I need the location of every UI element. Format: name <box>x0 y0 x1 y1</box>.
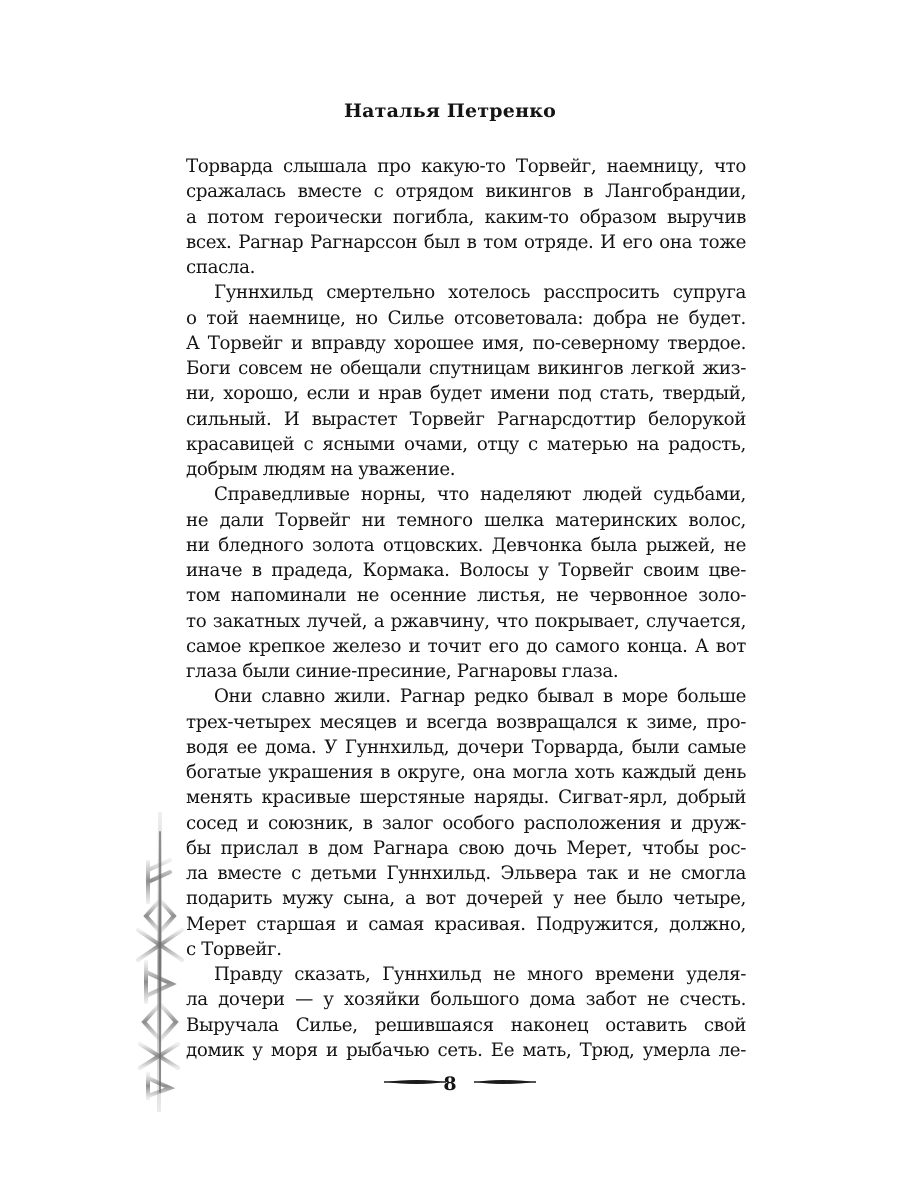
text-line: спасла. <box>186 257 256 278</box>
page-number: 8 <box>443 1073 457 1095</box>
text-line: Справедливые норны, что наделяют людей судьбами, <box>214 484 746 506</box>
body-text <box>186 154 746 1063</box>
text-line: том напоминали не осенние листья, не червонное золо- <box>186 585 746 607</box>
text-line: добрым людям на уважение. <box>186 459 456 480</box>
text-line: иначе в прадеда, Кормака. Волосы у Торвейг своим цве- <box>186 560 746 581</box>
text-line: Правду сказать, Гуннхильд не много времени уделя- <box>214 964 746 985</box>
text-line: самое крепкое железо и точит его до самого конца. А вот <box>186 635 746 657</box>
text-line: сильный. И вырастет Торвейг Рагнарсдоттир белорукой <box>186 408 746 430</box>
text-line: подарить мужу сына, а вот дочерей у нее было четыре, <box>186 888 746 910</box>
text-line: менять красивые шерстяные наряды. Сигват-ярл, добрый <box>186 787 746 809</box>
text-line: водя ее дома. У Гуннхильд, дочери Торварда, были самые <box>186 736 746 758</box>
text-line: сосед и союзник, в залог особого расположения и друж- <box>186 812 746 834</box>
text-line: ла вместе с детьми Гуннхильд. Эльвера так и не смогла <box>186 863 746 884</box>
text-line: красавицей с ясными очами, отцу с матерью на радость, <box>186 433 746 455</box>
text-line: ла дочери — у хозяйки большого дома забот не счесть. <box>186 989 746 1011</box>
text-line: бы прислал в дом Рагнара свою дочь Мерет, чтобы рос- <box>186 837 746 859</box>
text-line: Мерет старшая и самая красивая. Подружится, должно, <box>186 913 746 935</box>
text-line: богатые украшения в округе, она могла хоть каждый день <box>186 762 746 783</box>
text-line: с Торвейг. <box>186 938 282 960</box>
text-line: Гуннхильд смертельно хотелось расспросить супруга <box>214 282 746 304</box>
text-line: глаза были синие-пресиние, Рагнаровы глаза. <box>186 661 619 682</box>
text-line: ни, хорошо, если и нрав будет имени под стать, твердый, <box>186 383 746 405</box>
text-line: сражалась вместе с отрядом викингов в Лангобрандии, <box>186 181 746 203</box>
running-header-author: Наталья Петренко <box>344 100 556 122</box>
text-line: о той наемнице, но Силье отсоветовала: добра не будет. <box>186 307 746 329</box>
text-line: то закатных лучей, а ржавчину, что покрывает, случается, <box>186 610 746 632</box>
text-line: Они славно жили. Рагнар редко бывал в море больше <box>214 686 746 708</box>
text-line: А Торвейг и вправду хорошее имя, по-северному твердое. <box>186 332 746 354</box>
rune-ornament-icon <box>126 812 194 1112</box>
text-line: всех. Рагнар Рагнарссон был в том отряде. И его она тоже <box>186 231 746 253</box>
text-line: ни бледного золота отцовских. Девчонка была рыжей, не <box>186 534 746 556</box>
text-line: домик у моря и рыбачью сеть. Ее мать, Трюд, умерла ле- <box>186 1039 746 1061</box>
text-line: трех-четырех месяцев и всегда возвращался к зиме, про- <box>186 711 746 733</box>
text-line: Торварда слышала про какую-то Торвейг, наемницу, что <box>186 156 746 177</box>
text-line: а потом героически погибла, каким-то образом выручив <box>186 206 746 228</box>
text-line: Боги совсем не обещали спутницам викингов легкой жиз- <box>186 358 746 379</box>
text-line: Выручала Силье, решившаяся наконец оставить свой <box>186 1014 746 1036</box>
text-line: не дали Торвейг ни темного шелка материнских волос, <box>186 509 746 531</box>
